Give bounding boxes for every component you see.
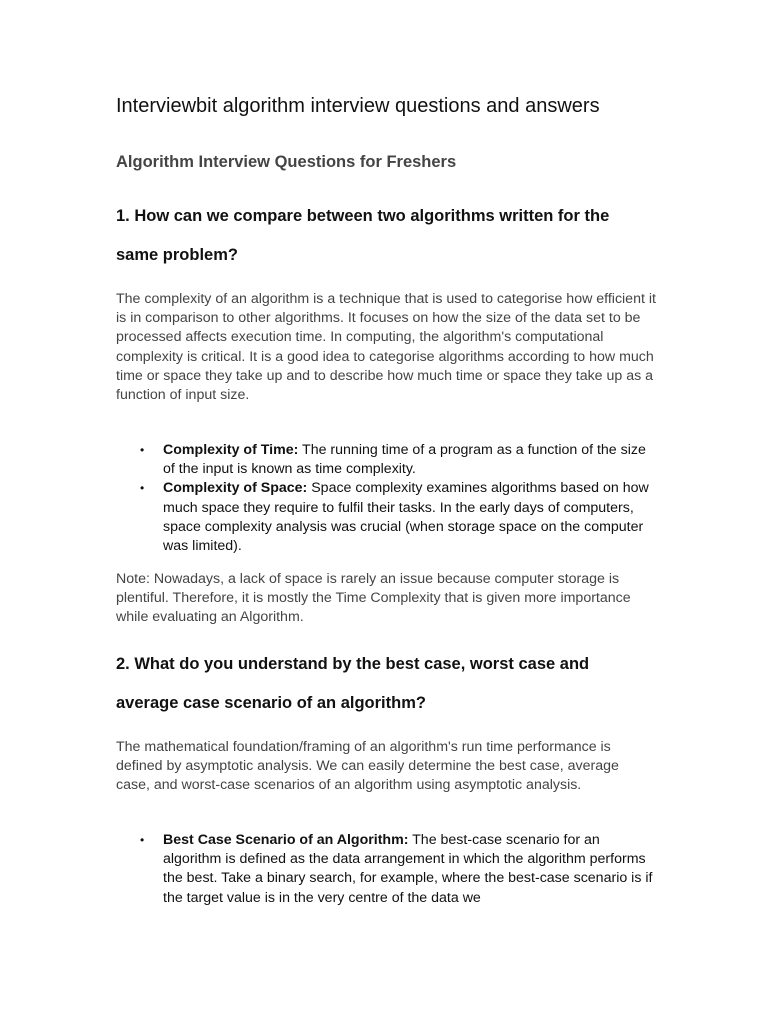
bullet-term: Complexity of Time: xyxy=(163,442,299,458)
question-1-bullet-list xyxy=(116,441,656,556)
question-1-paragraph: The complexity of an algorithm is a technique that is used to categorise how efficient it is in comparison to other algorithms. It focuses on how the size of the data set to be processed affects execution time. In computing, the algorithm's computational complexity is critical. It is a good idea to categorise algorithms according to how much time or space they take up and to describe how much time or space they take up as a function of input size. xyxy=(116,291,656,404)
bullet-icon: • xyxy=(140,481,145,496)
bullet-text: The best-case scenario for an algorithm is defined as the data arrangement in which the algorithm performs the best. Take a binary search, for example, where the best-case scenario is if the target value is in the very centre of the data we xyxy=(163,832,653,906)
bullet-term: Best Case Scenario of an Algorithm: xyxy=(163,832,409,848)
question-1-note: Note: Nowadays, a lack of space is rarely an issue because computer storage is plentiful. Therefore, it is mostly the Time Complexity that is given more importance while evaluating an Algorithm. xyxy=(116,571,631,626)
question-2-heading: 2. What do you understand by the best case, worst case and average case scenario of an algorithm? xyxy=(116,655,590,712)
section-title: Algorithm Interview Questions for Freshers xyxy=(116,153,457,171)
list-item xyxy=(116,441,656,479)
list-item xyxy=(116,831,656,908)
question-2-paragraph: The mathematical foundation/framing of an algorithm's run time performance is defined by asymptotic analysis. We can easily determine the best case, average case, and worst-case scenarios of an algorithm using asymptotic analysis. xyxy=(116,739,619,794)
list-item xyxy=(116,479,656,556)
bullet-icon: • xyxy=(140,833,145,847)
document-title: Interviewbit algorithm interview questions and answers xyxy=(116,95,600,117)
question-1-heading: 1. How can we compare between two algorithms written for the same problem? xyxy=(116,207,610,264)
bullet-icon: • xyxy=(140,443,145,457)
bullet-text: The running time of a program as a function of the size of the input is known as time complexity. xyxy=(163,442,646,478)
bullet-term: Complexity of Space: xyxy=(163,480,308,497)
bullet-text: Space complexity examines algorithms based on how much space they require to fulfil their tasks. In the early days of computers, space complexity analysis was crucial (when storage space on the computer was limited). xyxy=(163,480,649,555)
question-2-bullet-list xyxy=(116,831,656,908)
